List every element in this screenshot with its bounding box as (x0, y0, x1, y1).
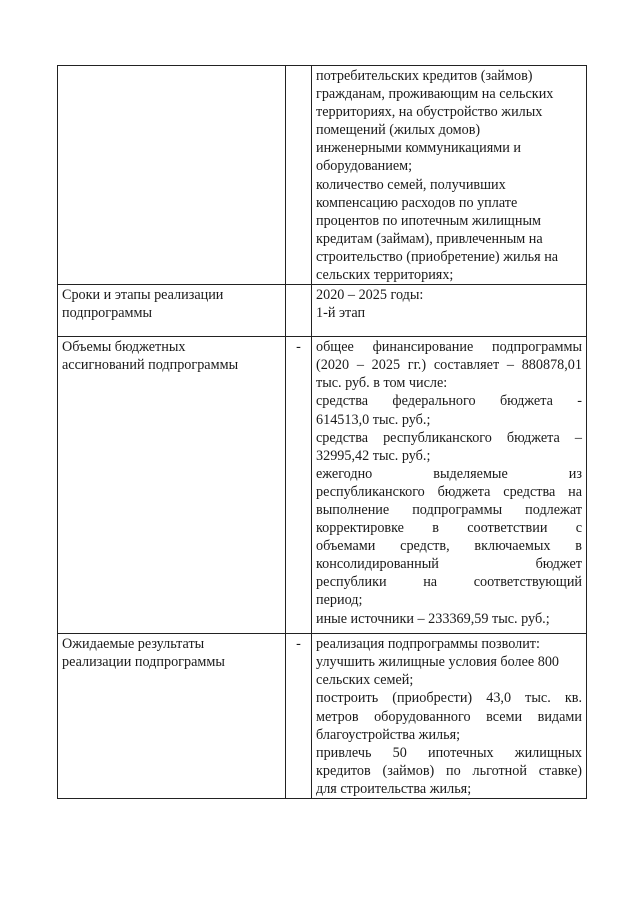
content-line: сельских семей; (316, 672, 414, 689)
content-line: общее финансирование подпрограммы (316, 339, 582, 356)
content-line: республики на соответствующий (316, 574, 582, 591)
label-line: подпрограммы (62, 305, 152, 322)
content-line: для строительства жилья; (316, 780, 472, 797)
row-label-cell (58, 66, 286, 285)
content-line: корректировке в соответствии с (316, 520, 582, 537)
row-dash-cell (286, 285, 312, 337)
content-line: территориях, на обустройство жилых (316, 104, 543, 121)
content-line: реализация подпрограммы позволит: (316, 636, 540, 653)
content-line: 1-й этап (316, 305, 366, 322)
content-line: тыс. руб. в том числе: (316, 375, 448, 392)
row-content-cell (312, 285, 587, 337)
content-line: помещений (жилых домов) (316, 122, 481, 139)
row-label-cell (58, 337, 286, 634)
content-line: сельских территориях; (316, 267, 454, 284)
content-line: благоустройства жилья; (316, 726, 461, 743)
label-line: Объемы бюджетных (62, 339, 186, 356)
content-line: средства федерального бюджета - (316, 393, 582, 410)
content-line: период; (316, 592, 363, 609)
content-line: объемами средств, включаемых в (316, 538, 582, 555)
content-line: инженерными коммуникациями и (316, 140, 521, 157)
content-line: средства республиканского бюджета – (316, 429, 582, 446)
content-line: количество семей, получивших (316, 176, 506, 193)
content-line: ежегодно выделяемые из (316, 465, 582, 482)
content-line: гражданам, проживающим на сельских (316, 86, 554, 103)
content-line: метров оборудованного всеми видами (316, 708, 582, 725)
row-dash-cell (286, 634, 312, 799)
row-content-cell (312, 337, 587, 634)
label-line: Ожидаемые результаты (62, 636, 205, 653)
row-label-cell (58, 285, 286, 337)
table-row (58, 337, 587, 634)
program-passport-table (57, 65, 587, 799)
content-line: кредитов (займов) по льготной ставке) (316, 762, 582, 779)
row-content-cell (312, 66, 587, 285)
row-label-cell (58, 634, 286, 799)
content-line: выполнение подпрограммы подлежат (316, 501, 582, 518)
table-row (58, 634, 587, 799)
content-line: иные источники – 233369,59 тыс. руб.; (316, 610, 550, 627)
label-line: реализации подпрограммы (62, 654, 225, 671)
content-line: привлечь 50 ипотечных жилищных (316, 744, 582, 761)
label-line: ассигнований подпрограммы (62, 357, 239, 374)
content-line: 614513,0 тыс. руб.; (316, 411, 431, 428)
row-dash-cell (286, 337, 312, 634)
content-line: 32995,42 тыс. руб.; (316, 447, 431, 464)
content-line: консолидированный бюджет (316, 556, 582, 573)
content-line: построить (приобрести) 43,0 тыс. кв. (316, 690, 582, 707)
dash-mark: - (296, 636, 301, 653)
content-line: кредитам (займам), привлеченным на (316, 230, 543, 247)
content-line: потребительских кредитов (займов) (316, 68, 533, 84)
content-line: компенсацию расходов по уплате (316, 194, 518, 211)
dash-mark: - (296, 339, 301, 356)
table-row (58, 66, 587, 285)
table-row (58, 285, 587, 337)
content-line: процентов по ипотечным жилищным (316, 212, 541, 229)
content-line: улучшить жилищные условия более 800 (316, 654, 560, 671)
row-dash-cell (286, 66, 312, 285)
row-content-cell (312, 634, 587, 799)
content-line: оборудованием; (316, 158, 413, 175)
content-line: строительство (приобретение) жилья на (316, 248, 559, 265)
content-line: республиканского бюджета средства на (316, 483, 582, 500)
content-line: (2020 – 2025 гг.) составляет – 880878,01 (316, 357, 582, 374)
content-line: 2020 – 2025 годы: (316, 287, 424, 304)
label-line: Сроки и этапы реализации (62, 287, 224, 304)
